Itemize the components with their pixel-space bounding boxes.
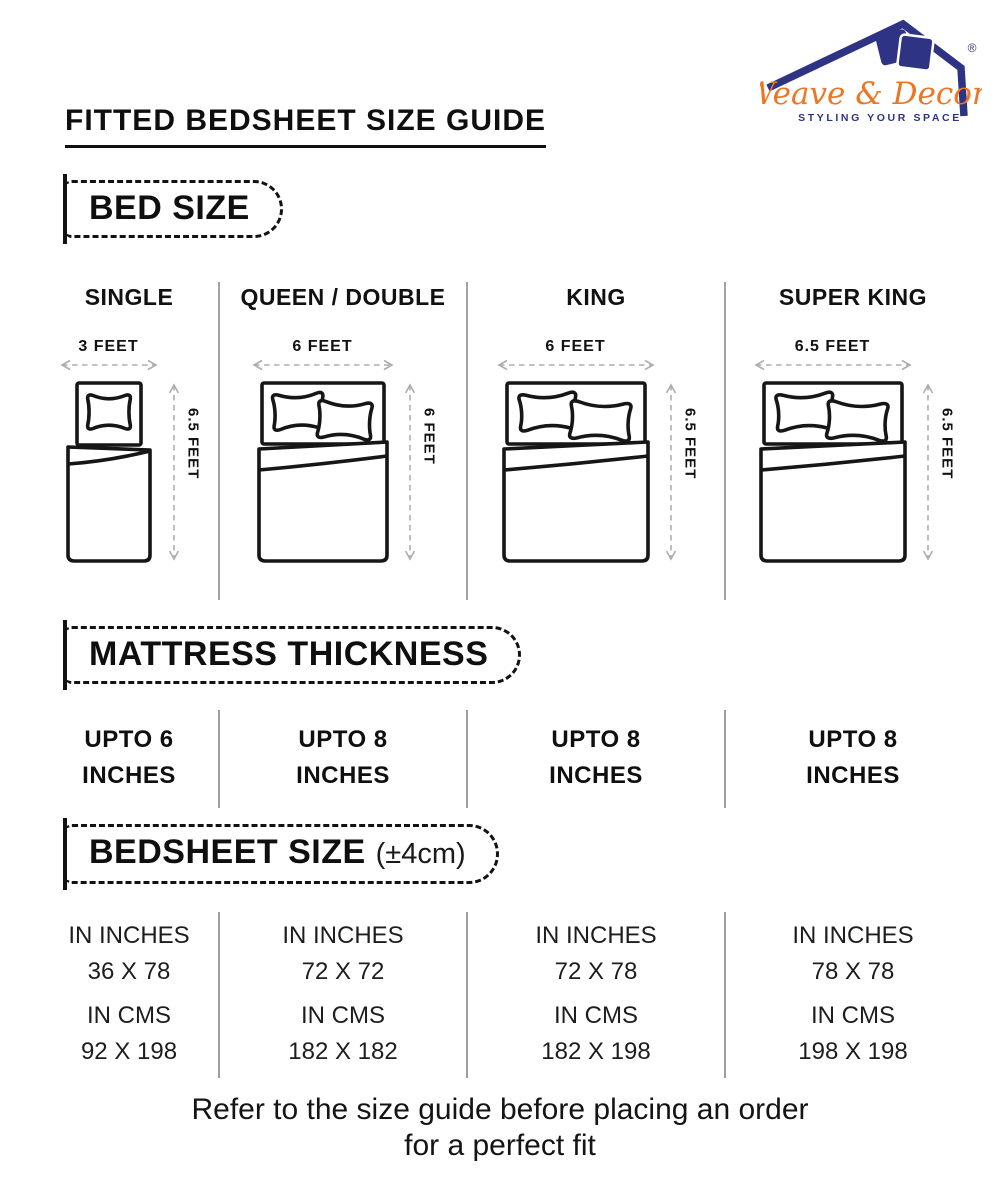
- bed-column-queen-double: [220, 282, 468, 600]
- bed-width-label: 3 FEET: [78, 338, 139, 355]
- brand-tagline: STYLING YOUR SPACE: [798, 112, 962, 124]
- length-arrow-icon: [402, 380, 418, 564]
- cms-header: IN CMS: [811, 1002, 895, 1029]
- inches-header: IN INCHES: [282, 922, 404, 949]
- brand-name: Weave & Decor: [760, 76, 982, 112]
- cms-header: IN CMS: [87, 1002, 171, 1029]
- inches-header: IN INCHES: [792, 922, 914, 949]
- bed-size-name: KING: [566, 284, 626, 310]
- footer-note: [0, 1092, 1000, 1164]
- brand-logo-graphic: [760, 12, 982, 126]
- bedsheet-size-queen-double: [220, 912, 468, 1078]
- cms-value: 182 X 182: [288, 1038, 398, 1065]
- bed-length-label: 6.5 FEET: [681, 408, 699, 480]
- length-arrow-icon: [663, 380, 679, 564]
- bed-width-label: 6 FEET: [545, 338, 606, 355]
- width-arrow-icon: [751, 357, 915, 373]
- length-arrow-icon: [920, 380, 936, 564]
- footer-line-1: Refer to the size guide before placing an order: [191, 1093, 809, 1126]
- bed-length-label: 6.5 FEET: [184, 408, 202, 480]
- registered-mark: ®: [967, 41, 977, 55]
- bedsheet-size-super-king: [726, 912, 980, 1078]
- cms-header: IN CMS: [301, 1002, 385, 1029]
- bedsheet-size-king: [468, 912, 726, 1078]
- bedsheet-size-single: [40, 912, 220, 1078]
- bedsheet-size-grid: [40, 912, 1000, 1078]
- bed-size-name: SUPER KING: [778, 284, 928, 310]
- mattress-thickness-king: UPTO 8 INCHES: [468, 710, 726, 808]
- bed-length-label: 6 FEET: [420, 408, 438, 465]
- inches-value: 78 X 78: [811, 958, 895, 985]
- section-bedsheet-size-label: BEDSHEET SIZE: [89, 833, 366, 871]
- page-title: FITTED BEDSHEET SIZE GUIDE: [65, 104, 546, 148]
- bed-diagram-super-king: [757, 380, 909, 564]
- width-arrow-icon: [249, 357, 397, 373]
- bed-column-king: [468, 282, 726, 600]
- bed-size-name: SINGLE: [84, 284, 174, 310]
- section-bedsheet-size-badge: [65, 824, 499, 884]
- brand-logo: [760, 12, 982, 126]
- width-arrow-icon: [494, 357, 658, 373]
- inches-value: 72 X 78: [554, 958, 638, 985]
- footer-line-2: for a perfect fit: [404, 1129, 596, 1162]
- bed-diagram-king: [500, 380, 652, 564]
- length-arrow-icon: [166, 380, 182, 564]
- bed-width-label: 6.5 FEET: [794, 338, 871, 355]
- bed-column-super-king: [726, 282, 980, 600]
- cms-value: 198 X 198: [798, 1038, 908, 1065]
- cms-header: IN CMS: [554, 1002, 638, 1029]
- width-arrow-icon: [57, 357, 161, 373]
- bed-size-name: QUEEN / DOUBLE: [240, 284, 446, 310]
- inches-value: 72 X 72: [301, 958, 385, 985]
- mattress-thickness-grid: [40, 710, 1000, 808]
- section-mattress-thickness-label: MATTRESS THICKNESS: [89, 635, 489, 673]
- section-mattress-thickness-badge: [65, 626, 521, 684]
- mattress-thickness-queen-double: UPTO 8 INCHES: [220, 710, 468, 808]
- inches-value: 36 X 78: [87, 958, 171, 985]
- bed-diagram-queen-double: [256, 380, 390, 564]
- pillows-icon: [875, 29, 934, 71]
- bed-length-label: 6.5 FEET: [938, 408, 956, 480]
- bed-size-grid: [40, 282, 1000, 600]
- bed-column-single: [40, 282, 220, 600]
- section-bed-size-label: BED SIZE: [89, 189, 250, 227]
- bed-diagram-single: [63, 380, 155, 564]
- mattress-thickness-single: UPTO 6 INCHES: [40, 710, 220, 808]
- cms-value: 92 X 198: [80, 1038, 178, 1065]
- cms-value: 182 X 198: [541, 1038, 651, 1065]
- mattress-thickness-super-king: UPTO 8 INCHES: [806, 726, 900, 789]
- inches-header: IN INCHES: [68, 922, 190, 949]
- inches-header: IN INCHES: [535, 922, 657, 949]
- bedsheet-tolerance-note: (±4cm): [375, 838, 466, 870]
- section-bed-size-badge: [65, 180, 283, 238]
- bed-width-label: 6 FEET: [292, 338, 353, 355]
